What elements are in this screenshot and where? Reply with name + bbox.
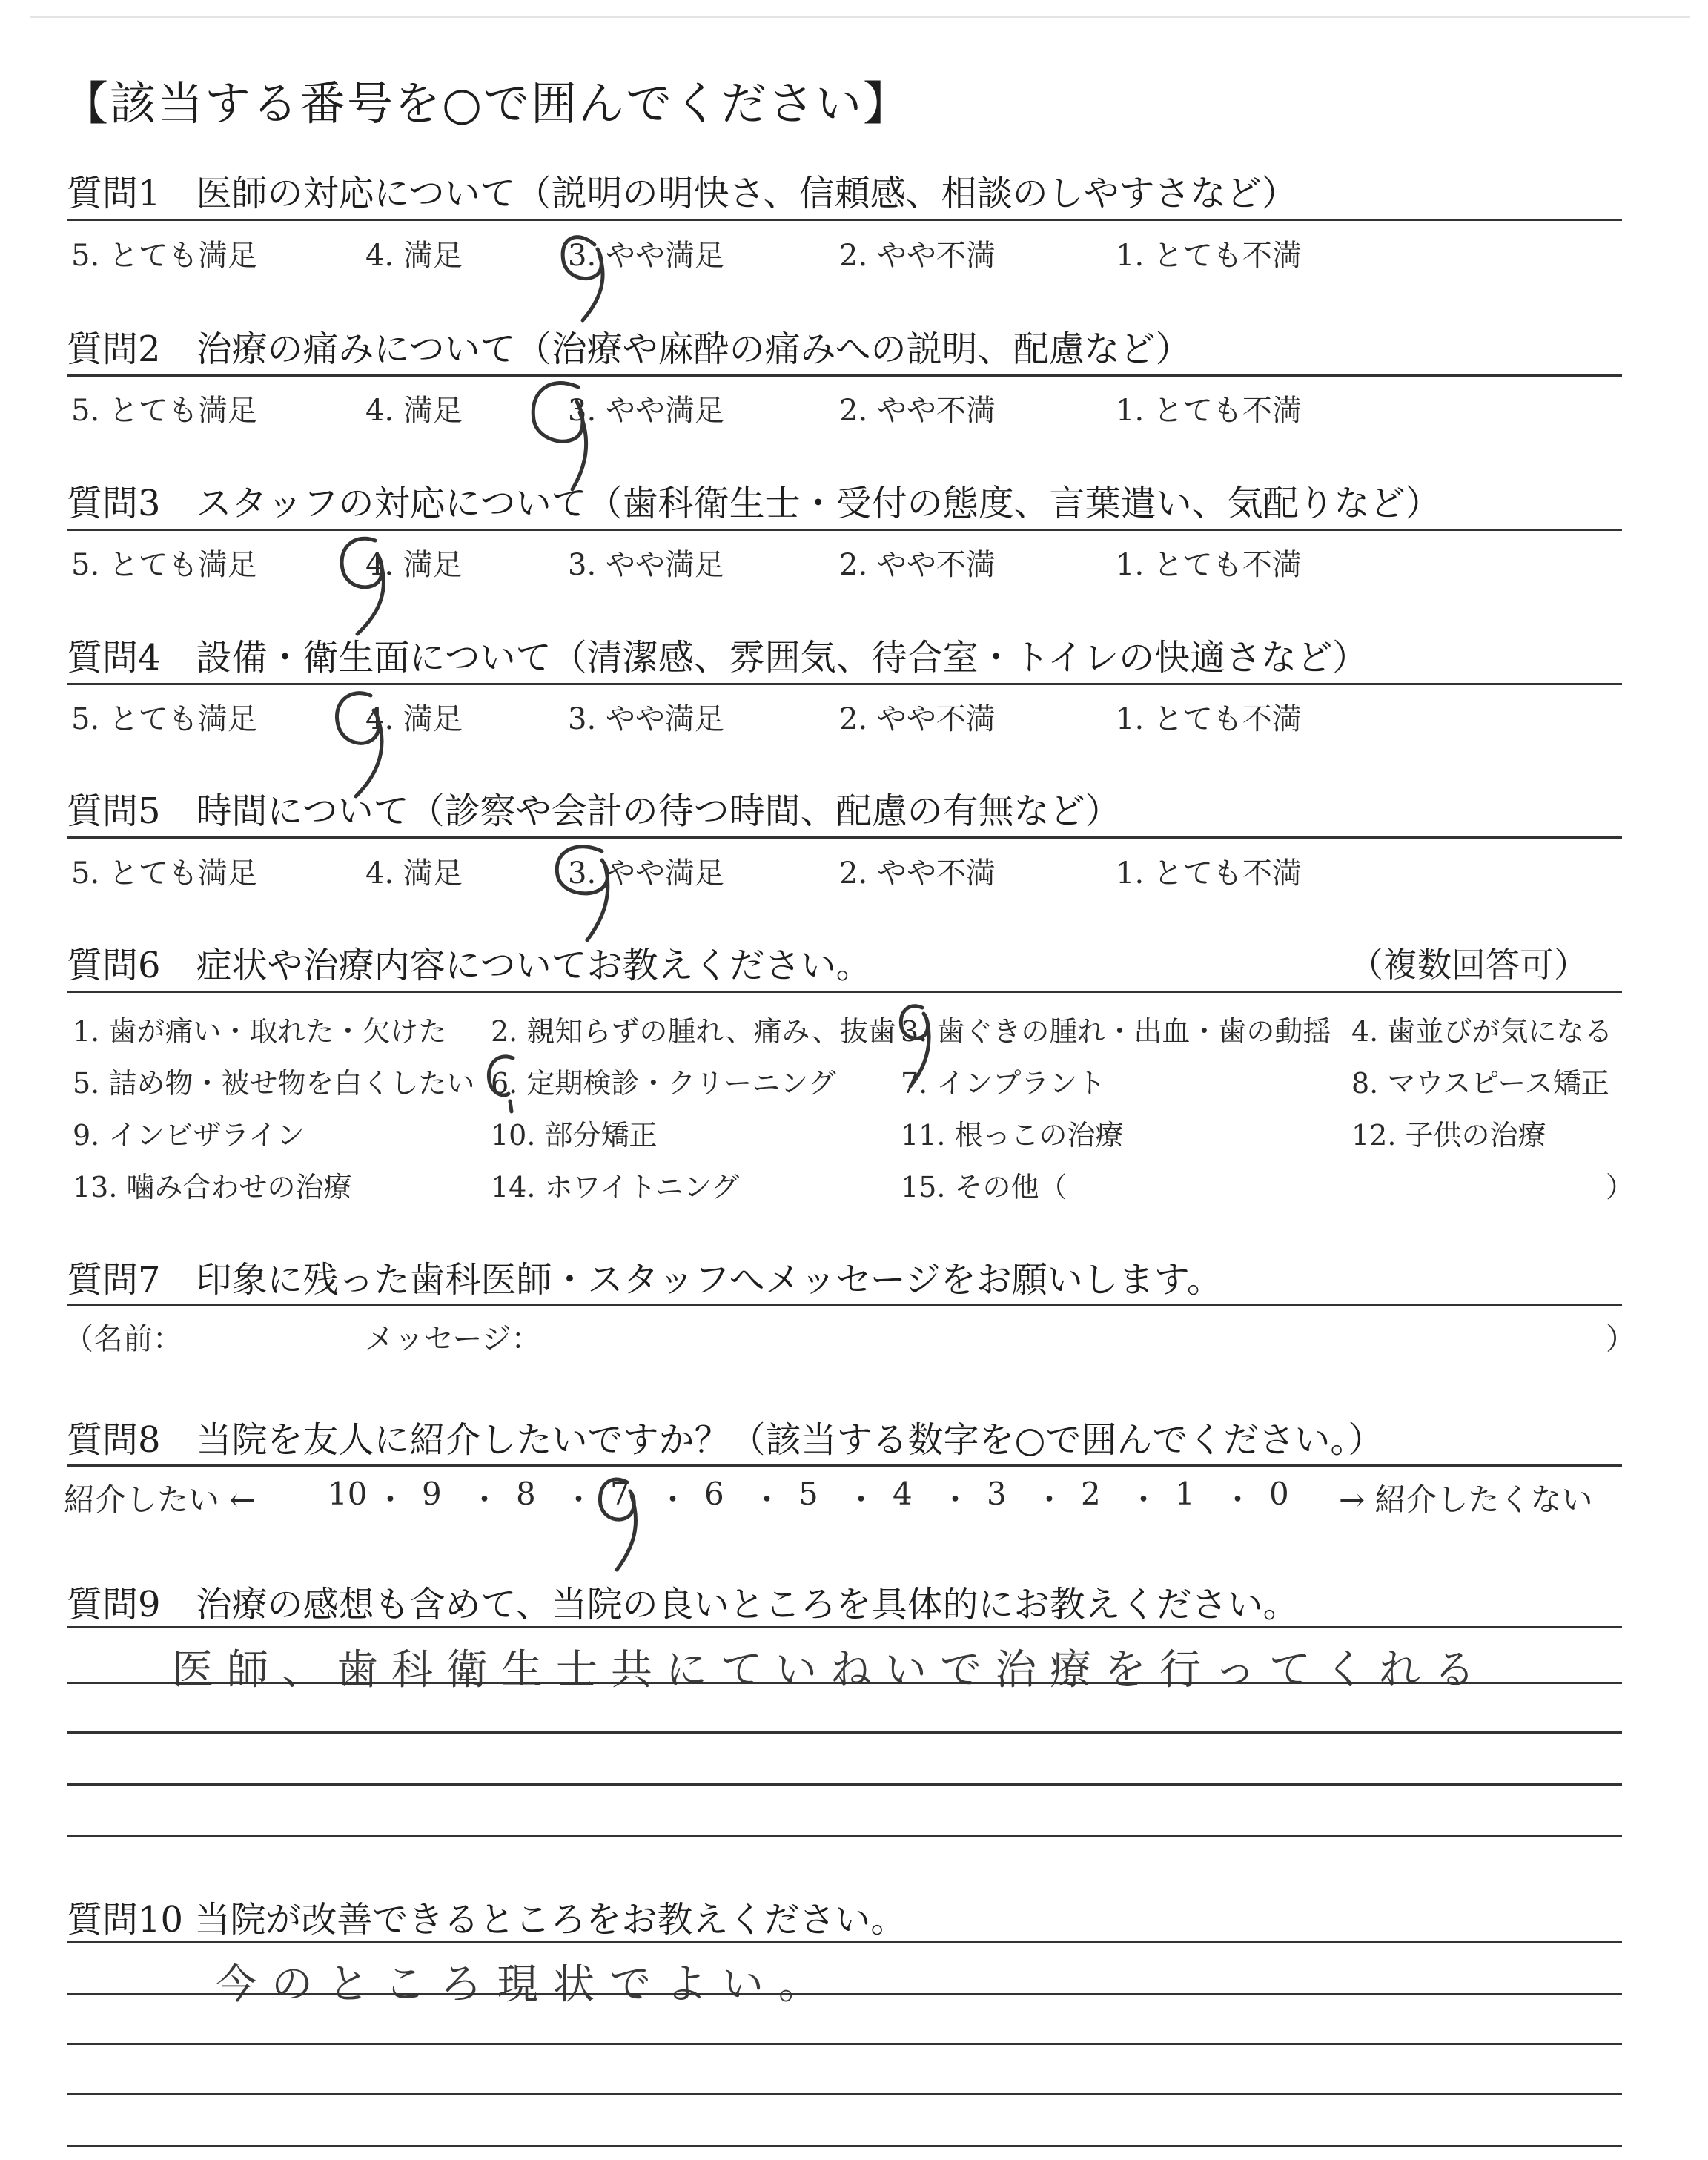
q2-rule — [67, 374, 1622, 377]
q1-rule — [67, 219, 1622, 221]
q10-rule-2 — [67, 2043, 1622, 2045]
q8-scale-separator: ・ — [939, 1482, 971, 1518]
q4-option-3[interactable]: 3. やや満足 — [568, 702, 724, 736]
q2-option-4[interactable]: 4. 満足 — [365, 394, 463, 428]
q8-scale-separator: ・ — [1222, 1482, 1254, 1518]
q4-option-2[interactable]: 2. やや不満 — [839, 702, 996, 736]
q1-heading: 質問1 医師の対応について（説明の明快さ、信頼感、相談のしやすさなど） — [67, 173, 1297, 214]
q8-scale-separator: ・ — [657, 1482, 689, 1518]
q6-option-14[interactable]: 14. ホワイトニング — [491, 1171, 740, 1203]
q8-scale-2[interactable]: 2 — [1081, 1476, 1101, 1512]
q9-handwritten-answer: 医師、歯科衛生士共にていねいで治療を行ってくれる — [172, 1646, 1489, 1694]
q6-option-15[interactable]: 15. その他（ — [901, 1171, 1068, 1203]
q9-rule-1 — [67, 1682, 1622, 1684]
q6-option-13[interactable]: 13. 噛み合わせの治療 — [73, 1171, 352, 1203]
q8-heading: 質問8 当院を友人に紹介したいですか？（該当する数字を○で囲んでください。） — [67, 1419, 1384, 1461]
q10-heading: 質問10 当院が改善できるところをお教えください。 — [67, 1899, 907, 1941]
q9-rule-3 — [67, 1783, 1622, 1786]
q8-scale-7[interactable]: 7 — [610, 1476, 630, 1512]
q9-rule-0 — [67, 1626, 1622, 1628]
q5-option-4[interactable]: 4. 満足 — [365, 856, 463, 891]
q4-option-1[interactable]: 1. とても不満 — [1116, 702, 1302, 736]
q8-scale-3[interactable]: 3 — [987, 1476, 1007, 1512]
q8-scale-separator: ・ — [751, 1482, 783, 1518]
q10-rule-1 — [67, 1993, 1622, 1995]
q8-scale-separator: ・ — [469, 1482, 500, 1518]
q5-heading: 質問5 時間について（診察や会計の待つ時間、配慮の有無など） — [67, 790, 1121, 832]
q8-scale-separator: ・ — [845, 1482, 877, 1518]
q3-option-2[interactable]: 2. やや不満 — [839, 548, 996, 582]
q6-option-8[interactable]: 8. マウスピース矯正 — [1351, 1067, 1609, 1100]
q6-option-2[interactable]: 2. 親知らずの腫れ、痛み、抜歯 — [491, 1015, 896, 1048]
q8-scale-separator: ・ — [1128, 1482, 1159, 1518]
q6-option-11[interactable]: 11. 根っこの治療 — [901, 1119, 1124, 1152]
q10-handwritten-answer: 今のところ現状でよい。 — [215, 1961, 835, 2009]
q6-selection-mark-3 — [890, 997, 956, 1094]
q6-option-9[interactable]: 9. インビザライン — [73, 1119, 305, 1152]
q3-rule — [67, 529, 1622, 531]
q9-heading: 質問9 治療の感想も含めて、当院の良いところを具体的にお教えください。 — [67, 1584, 1299, 1625]
q5-option-2[interactable]: 2. やや不満 — [839, 856, 996, 891]
q5-option-1[interactable]: 1. とても不満 — [1116, 856, 1302, 891]
q8-selection-mark — [586, 1464, 667, 1576]
q8-left-label: 紹介したい ← — [64, 1482, 256, 1518]
q3-selection-mark — [326, 523, 423, 641]
q5-selection-mark — [534, 829, 652, 948]
q7-message-label: メッセージ： — [365, 1322, 541, 1356]
q8-scale-8[interactable]: 8 — [516, 1476, 536, 1512]
q9-rule-4 — [67, 1835, 1622, 1837]
q6-option-5[interactable]: 5. 詰め物・被せ物を白くしたい — [73, 1067, 475, 1100]
q6-option-7[interactable]: 7. インプラント — [901, 1067, 1106, 1100]
q6-multiple-answers-note: （複数回答可） — [1349, 945, 1588, 985]
q4-option-4[interactable]: 4. 満足 — [365, 702, 463, 736]
q1-option-1[interactable]: 1. とても不満 — [1116, 239, 1302, 273]
q1-option-3[interactable]: 3. やや満足 — [568, 239, 724, 273]
q6-other-close-paren: ） — [1606, 1171, 1635, 1203]
q2-option-5[interactable]: 5. とても満足 — [71, 394, 257, 428]
q4-heading: 質問4 設備・衛生面について（清潔感、雰囲気、待合室・トイレの快適さなど） — [67, 637, 1368, 678]
q4-rule — [67, 683, 1622, 685]
q3-option-3[interactable]: 3. やや満足 — [568, 548, 724, 582]
q4-option-5[interactable]: 5. とても満足 — [71, 702, 257, 736]
q7-name-label: （名前： — [64, 1322, 182, 1356]
q9-rule-2 — [67, 1731, 1622, 1734]
q1-option-2[interactable]: 2. やや不満 — [839, 239, 996, 273]
q5-option-3[interactable]: 3. やや満足 — [568, 856, 724, 891]
q7-heading: 質問7 印象に残った歯科医師・スタッフへメッセージをお願いします。 — [67, 1259, 1222, 1301]
q10-rule-3 — [67, 2093, 1622, 2095]
q8-scale-1[interactable]: 1 — [1175, 1476, 1195, 1512]
q8-scale-0[interactable]: 0 — [1269, 1476, 1289, 1512]
q1-selection-mark — [549, 215, 645, 326]
top-border — [30, 16, 1690, 18]
q2-option-3[interactable]: 3. やや満足 — [568, 394, 724, 428]
q6-rule — [67, 991, 1622, 993]
q8-scale-separator: ・ — [1033, 1482, 1065, 1518]
q8-scale-5[interactable]: 5 — [798, 1476, 818, 1512]
q3-option-1[interactable]: 1. とても不満 — [1116, 548, 1302, 582]
page-title: 【該当する番号を○で囲んでください】 — [62, 76, 911, 131]
q6-heading: 質問6 症状や治療内容についてお教えください。 — [67, 945, 872, 986]
q8-scale-4[interactable]: 4 — [893, 1476, 913, 1512]
q1-option-4[interactable]: 4. 満足 — [365, 239, 463, 273]
q5-option-5[interactable]: 5. とても満足 — [71, 856, 257, 891]
q8-scale-9[interactable]: 9 — [422, 1476, 442, 1512]
q6-option-3[interactable]: 3. 歯ぐきの腫れ・出血・歯の動揺 — [901, 1015, 1331, 1048]
q6-option-10[interactable]: 10. 部分矯正 — [491, 1119, 658, 1152]
q3-heading: 質問3 スタッフの対応について（歯科衛生士・受付の態度、言葉遣い、気配りなど） — [67, 483, 1441, 524]
q2-option-1[interactable]: 1. とても不満 — [1116, 394, 1302, 428]
q3-option-5[interactable]: 5. とても満足 — [71, 548, 257, 582]
q8-right-label: → 紹介したくない — [1339, 1482, 1593, 1518]
q7-rule — [67, 1304, 1622, 1306]
q6-option-12[interactable]: 12. 子供の治療 — [1351, 1119, 1546, 1152]
q3-option-4[interactable]: 4. 満足 — [365, 548, 463, 582]
q6-selection-mark-6 — [480, 1049, 540, 1131]
q8-scale-separator: ・ — [374, 1482, 406, 1518]
q5-rule — [67, 836, 1622, 839]
q2-heading: 質問2 治療の痛みについて（治療や麻酔の痛みへの説明、配慮など） — [67, 328, 1191, 370]
q10-rule-0 — [67, 1941, 1622, 1943]
q8-scale-10[interactable]: 10 — [328, 1476, 368, 1512]
q10-rule-4 — [67, 2145, 1622, 2147]
q2-option-2[interactable]: 2. やや不満 — [839, 394, 996, 428]
q8-rule — [67, 1464, 1622, 1467]
q6-option-6[interactable]: 6. 定期検診・クリーニング — [491, 1067, 836, 1100]
q8-scale-separator: ・ — [563, 1482, 595, 1518]
q6-option-4[interactable]: 4. 歯並びが気になる — [1351, 1015, 1613, 1048]
q7-close-paren: ） — [1606, 1322, 1635, 1356]
q8-scale-6[interactable]: 6 — [704, 1476, 724, 1512]
q6-option-1[interactable]: 1. 歯が痛い・取れた・欠けた — [73, 1015, 447, 1048]
q1-option-5[interactable]: 5. とても満足 — [71, 239, 257, 273]
